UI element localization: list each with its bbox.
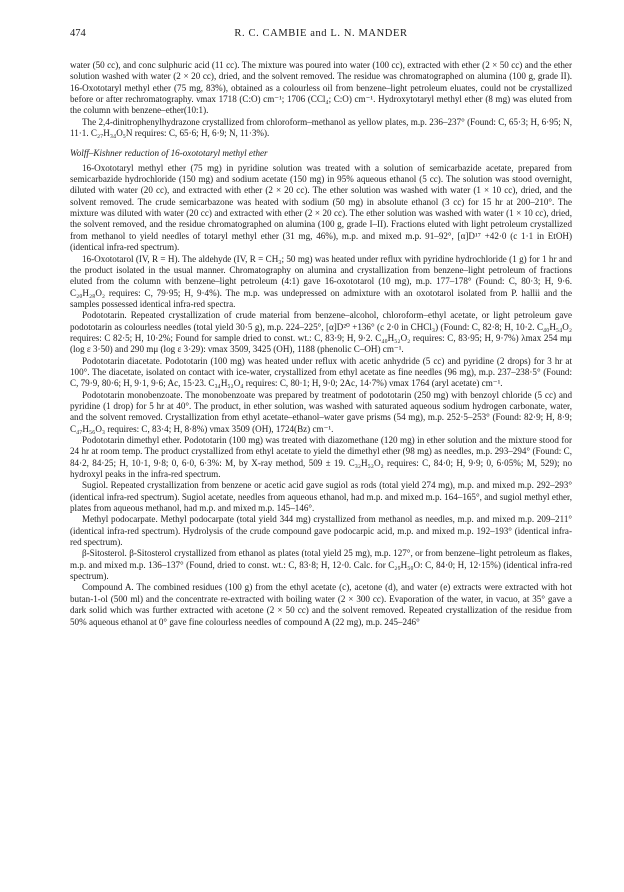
paragraph-podototarin-monobenzoate: Podototarin monobenzoate. The monobenzoate was prepared by treatment of podototarin (250 mg) with benzoyl chloride (5 cc) and pyridine (1 drop) for 5 hr at 40°. The product, in ether solution, was washed with saturated aqueous sodium hydrogen carbonate, water, and the solvent removed. Crystallization from ethyl acetate–ethanol–water gave prisms (54 mg), m.p. 252·5–253° (Found: 82·9; H, 8·9; C₄₇H₅₆O₃ requires: C, 83·4; H, 8·8%) νmax 3509 (OH), 1724(Bz) cm⁻¹. — [70, 389, 572, 434]
section-heading-wolff-kishner: Wolff–Kishner reduction of 16-oxototaryl methyl ether — [70, 148, 268, 159]
paragraph-podototarin-dimethyl-ether: Podototarin dimethyl ether. Podototarin (100 mg) was treated with diazomethane (120 mg) in ether solution and the mixture stood for 24 hr at room temp. The product crystallized from ethyl acetate to yield the dimethyl ether (98 mg) as needles, m.p. 293–294° (Found: C, 84·2, 84·25; H, 10·1, 9·8; 0, 6·0, 6·3%: M, by X-ray method, 509 ± 19. C₃₂H₅₂O₂ requires: C, 84·0; H, 9·9; 0, 6·05%; M, 529); no hydroxyl peaks in the infra-red spectrum. — [70, 435, 572, 480]
paragraph-semicarbazone: 16-Oxototaryl methyl ether (75 mg) in pyridine solution was treated with a solution of semicarbazide acetate, prepared from semicarbazide hydrochloride (150 mg) and sodium acetate (150 mg) in 95% aqueous ethanol (5 cc). The solution was stood overnight, diluted with water (20 cc), and extracted with ether (2 × 20 cc). The ether solution was washed with water (1 × 10 cc), dried, and the solvent removed. The crude semicarbazone was heated with sodium (50 mg) in absolute ethanol (3 cc) for 15 hr at 200–210°. The mixture was diluted with water (20 cc) and extracted with ether (2 × 20 cc). The ether solution was washed with water (1 × 10 cc), dried, the solvent removed, and the residue chromatographed on alumina (100 g, grade I–II). Fractions eluted with light petroleum crystallized from methanol to yield needles of totaryl methyl ether (31 mg, 46%), m.p. and mixed m.p. 91–92°, [α]D¹⁷ +42·0 (c 1·1 in EtOH) (identical infra-red spectrum). — [70, 162, 572, 253]
paragraph-workup: water (50 cc), and conc sulphuric acid (11 cc). The mixture was poured into water (100 cc), extracted with ether (2 × 50 cc) and the ether solution washed with water (2 × 20 cc), dried, and the solvent removed. The residue was chromatographed on alumina (100 g, grade II). 16-Oxototaryl methyl ether (75 mg, 83%), obtained as a colourless oil from benzene–light petroleum eluates, could not be crystallized before or after rechromatography. νmax 1718 (C:O) cm⁻¹; 1706 (CCl₄; C:O) cm⁻¹. Hydroxytotaryl methyl ether (8 mg) was eluted from the column with benzene–ether(10:1). — [70, 60, 572, 116]
paragraph-beta-sitosterol: β-Sitosterol. β-Sitosterol crystallized from ethanol as plates (total yield 25 mg), m.p. 127°, or from benzene–light petroleum as flakes, m.p. and mixed m.p. 136–137° (Found, dried to const. wt.: C, 83·8; H, 12·0. Calc. for C₂₉H₅₀O: C, 84·0; H, 12·15%) (identical infra-red spectrum). — [70, 548, 572, 582]
paragraph-podototarin: Podototarin. Repeated crystallization of crude material from benzene–alcohol, chloroform–ethyl acetate, or light petroleum gave podototarin as colourless needles (total yield 30·5 g), m.p. 224–225°, [α]D²⁰ +136° (c 2·0 in CHCl₃) (Found: C, 82·8; H, 10·2. C₄₀H₅₄O₂ requires: C 82·5; H, 10·2%; Found for sample dried to const. wt.: C, 83·9; H, 9·2. C₄₀H₅₂O₂ requires: C, 83·95; H, 9·7%) λmax 254 mμ (log ε 3·50) and 290 mμ (log ε 3·29): νmax 3509, 3425 (OH), 1188 (phenolic C–OH) cm⁻¹. — [70, 310, 572, 355]
article-body — [70, 60, 572, 628]
paragraph-podototarin-diacetate: Podototarin diacetate. Podototarin (100 mg) was heated under reflux with acetic anhydride (5 cc) and pyridine (2 drops) for 3 hr at 100°. The diacetate, isolated on contact with ice-water, crystallized from ethyl acetate as fine needles (96 mg), m.p. 237–238·5° (Found: C, 79·9, 80·6; H, 9·1, 9·6; Ac, 15·23. C₃₄H₅₂O₄ requires: C, 80·1; H, 9·0; 2Ac, 14·7%) νmax 1764 (aryl acetate) cm⁻¹. — [70, 355, 572, 389]
paragraph-dinitrophenylhydrazone: The 2,4-dinitrophenylhydrazone crystallized from chloroform–methanol as yellow plates, m.p. 236–237° (Found: C, 65·3; H, 6·95; N, 11·1. C₂₇H₃₄O₅N requires: C, 65·6; H, 6·9; N, 11·3%). — [70, 116, 572, 139]
page-number: 474 — [70, 28, 86, 39]
paragraph-sugiol: Sugiol. Repeated crystallization from benzene or acetic acid gave sugiol as rods (total yield 274 mg), m.p. and mixed m.p. 292–293° (identical infra-red spectrum). Sugiol acetate, needles from aqueous ethanol, had m.p. and mixed m.p. 164–165°, and sugiol methyl ether, plates from aqueous methanol, had m.p. and mixed m.p. 145–146°. — [70, 480, 572, 514]
running-title: R. C. CAMBIE and L. N. MANDER — [234, 28, 408, 39]
paragraph-methyl-podocarpate: Methyl podocarpate. Methyl podocarpate (total yield 344 mg) crystallized from methanol as needles, m.p. and mixed m.p. 209–211° (identical infra-red spectrum). Hydrolysis of the crude compound gave podocarpic acid, m.p. and mixed m.p. 192–193° (identical infra-red spectrum). — [70, 514, 572, 548]
paragraph-16-oxototarol: 16-Oxototarol (IV, R = H). The aldehyde (IV, R = CH₃; 50 mg) was heated under reflux with pyridine hydrochloride (1 g) for 1 hr and the product isolated in the usual manner. Chromatography on alumina and crystallization from benzene–light petroleum of fractions eluted from the column with benzene–light petroleum (4:1) gave 16-oxototarol (10 mg), m.p. 177–178° (Found: C, 80·3; H, 9·6. C₂₀H₂₈O₂ requires: C, 79·95; H, 9·4%). The m.p. was undepressed on admixture with an oxototarol isolated from P. hallii and the samples possessed identical infra-red spectra. — [70, 253, 572, 309]
paragraph-compound-a: Compound A. The combined residues (100 g) from the ethyl acetate (c), acetone (d), and water (e) extracts were extracted with hot butan-1-ol (500 ml) and the concentrate re-extracted with boiling water (2 × 300 cc). Evaporation of the water, in vacuo, at 35° gave a dark solid which was further extracted with acetone (2 × 50 cc) and the solvent removed. Repeated crystallization of the residue from 50% aqueous ethanol at 0° gave fine colourless needles of compound A (22 mg), m.p. 245–246° — [70, 582, 572, 627]
running-head — [70, 28, 572, 42]
